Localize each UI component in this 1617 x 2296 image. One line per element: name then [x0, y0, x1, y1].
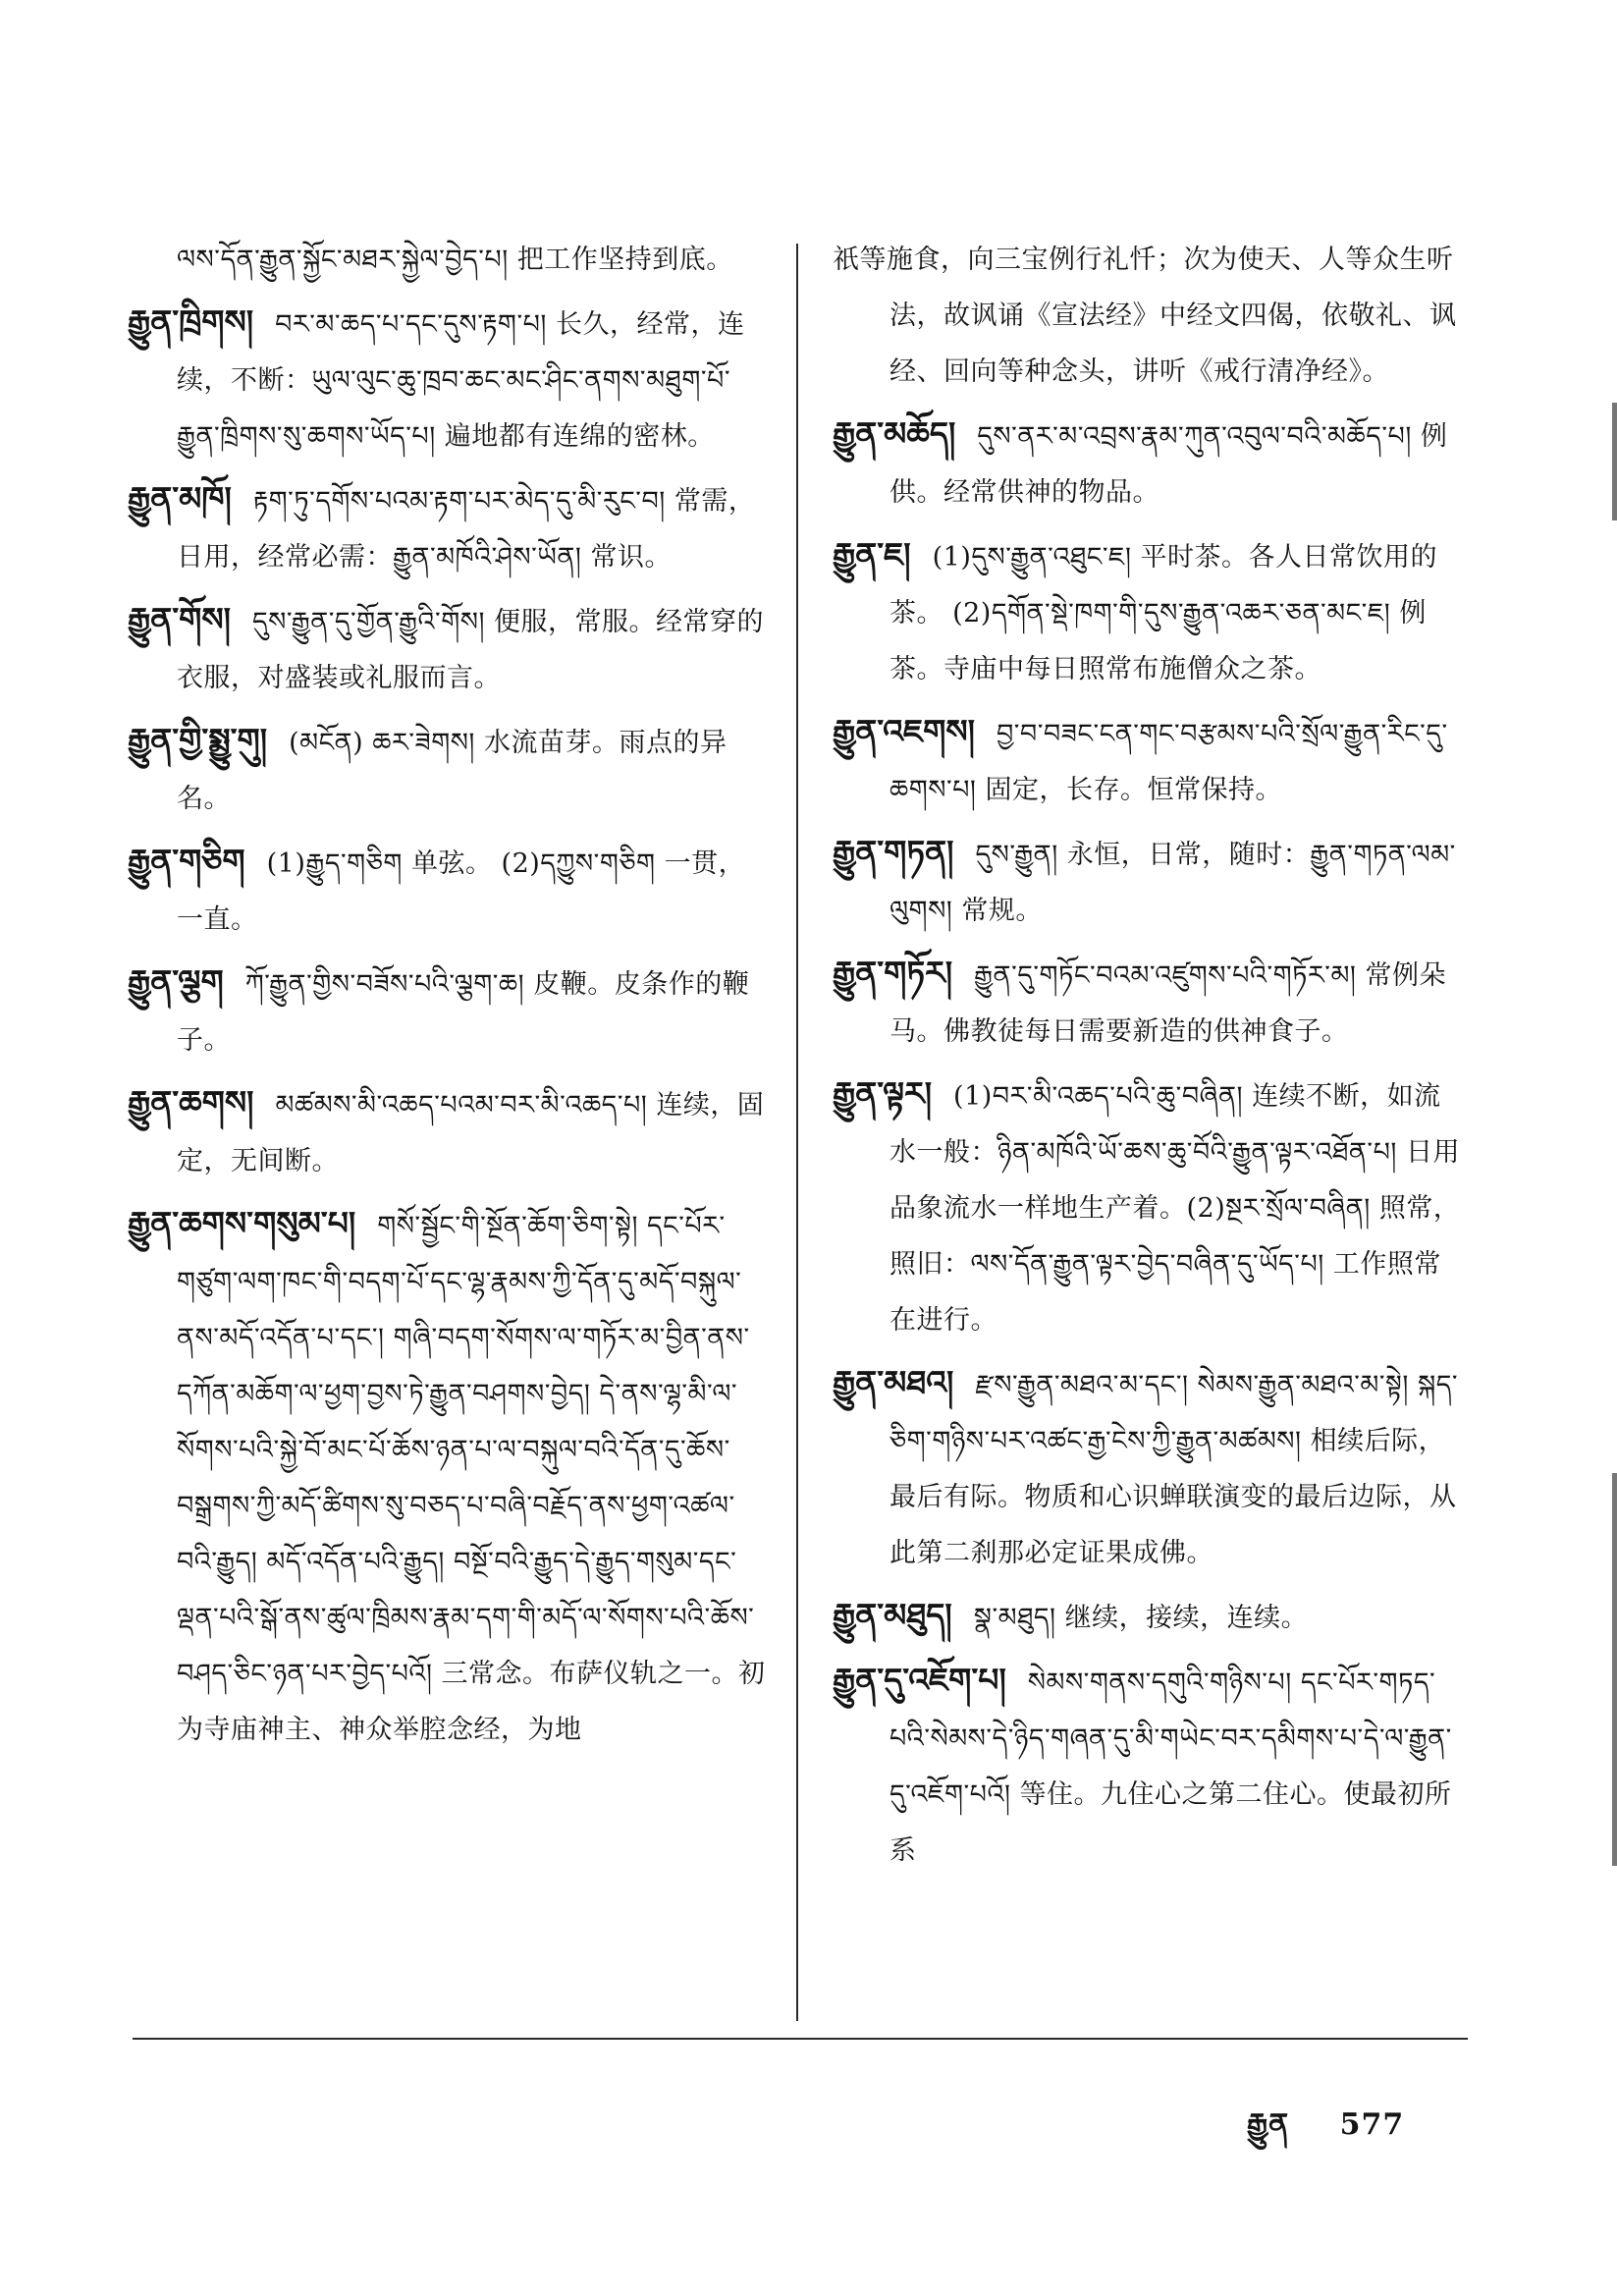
dictionary-entry: [128, 833, 766, 948]
dictionary-entry: [833, 1587, 1466, 1646]
dictionary-entry: [128, 954, 766, 1068]
entry-headword: རྒྱུན་ལྕག: [128, 962, 224, 1001]
page-footer: [1247, 2092, 1404, 2174]
entry-definition: མཚམས་མི་འཆད་པའམ་བར་མི་འཆད་པ། 连续，固定，无间断。: [177, 1090, 765, 1176]
entry-headword: རྒྱུན་ལྟར།: [833, 1074, 933, 1113]
entry-headword: རྒྱུན་ཆགས།: [128, 1083, 254, 1121]
entry-headword: རྒྱུན་གཅིག: [128, 842, 245, 880]
running-head: རྒྱུན: [1247, 2107, 1290, 2142]
dictionary-entry: [833, 1652, 1466, 1879]
entry-definition: བྱ་བ་བཟང་ངན་གང་བརྩམས་པའི་སྲོལ་རྒྱུན་རིང་དུ་ཆགས་པ། 固定，长存。恒常保持。: [889, 719, 1448, 805]
entry-headword: རྒྱུན་གཏན།: [833, 833, 954, 871]
column-divider: [796, 244, 798, 2021]
dictionary-entry: [833, 945, 1466, 1060]
scan-edge-mark: [1612, 1473, 1617, 1866]
dictionary-entry: [833, 1066, 1466, 1348]
dictionary-entry: [128, 294, 766, 465]
entry-definition: བར་མ་ཆད་པ་དང་དུས་རྟག་པ། 长久，经常，连续，不断：ཡུལ་ལུང་ཆུ་ཁྲབ་ཆང་མང་ཤིང་ནགས་མཐུག་པོ་རྒྱུན་ཁྲིགས་སུ་ཆགས་ཡོད་པ། 遍地都有连绵的密林。: [177, 309, 745, 452]
dictionary-entry: [128, 591, 766, 706]
dictionary-entry: [128, 1195, 766, 1758]
entry-definition: དུས་རྒྱུན། 永恒，日常，随时：རྒྱུན་གཏན་ལམ་ལུགས། 常规。: [889, 840, 1456, 926]
entry-definition: (1)བར་མི་འཆད་པའི་ཆུ་བཞིན། 连续不断，如流水一般：ཉིན་མཁོའི་ཡོ་ཆས་ཆུ་བོའི་རྒྱུན་ལྟར་འཐོན་པ། 日用品象流水一样地生产着。(2)སྔར་སྲོལ་བཞིན། 照常，照旧：ལས་དོན་རྒྱུན་ལྟར་བྱེད་བཞིན་དུ་ཡོད་པ། 工作照常在进行。: [889, 1081, 1461, 1336]
entry-headword: རྒྱུན་ཆགས་གསུམ་པ།: [128, 1204, 356, 1242]
dictionary-entry: [128, 712, 766, 827]
dictionary-entry: [833, 824, 1466, 939]
entry-definition: རྟག་ཏུ་དགོས་པའམ་རྟག་པར་མེད་དུ་མི་རུང་བ། 常需，日用，经常必需：རྒྱུན་མཁོའི་ཤེས་ཡོན། 常识。: [177, 486, 756, 573]
page-number: 577: [1339, 2107, 1405, 2142]
dictionary-entry: [128, 1074, 766, 1189]
entry-definition: ལས་དོན་རྒྱུན་སྐྱོང་མཐར་སྐྱེལ་བྱེད་པ། 把工作坚持到底。: [177, 245, 733, 275]
dictionary-entry: [833, 406, 1466, 520]
entry-headword: རྒྱུན་དུ་འཇོག་པ།: [833, 1661, 1006, 1699]
dictionary-entry: [833, 232, 1466, 400]
entry-definition: ཀོ་རྒྱུན་གྱིས་བཟོས་པའི་ལྕག་ཆ། 皮鞭。皮条作的鞭子。: [177, 969, 750, 1056]
entry-headword: རྒྱུན་མཆོད།: [833, 414, 956, 453]
right-column: [833, 232, 1466, 1885]
dictionary-entry: [128, 470, 766, 585]
entry-headword: རྒྱུན་མཐའ།: [833, 1363, 954, 1401]
footer-rule: [133, 2038, 1468, 2040]
entry-headword: རྒྱུན་ཇ།: [833, 535, 911, 574]
entry-headword: རྒྱུན་གོས།: [128, 600, 232, 638]
dictionary-entry: [833, 526, 1466, 697]
entry-headword: རྒྱུན་འཇགས།: [833, 712, 975, 750]
dictionary-entry: [128, 232, 766, 288]
scan-edge-mark: [1612, 403, 1617, 520]
entry-definition: སེམས་གནས་དགུའི་གཉིས་པ། དང་པོར་གཏད་པའི་སེམས་དེ་ཉིད་གཞན་དུ་མི་གཡེང་བར་དམིགས་པ་དེ་ལ་རྒྱུན་དུ་འཇོག་པའོ། 等住。九住心之第二住心。使最初所系: [889, 1667, 1452, 1866]
dictionary-entry: [833, 703, 1466, 818]
entry-definition: གསོ་སྦྱོང་གི་སྔོན་ཆོག་ཅིག་སྟེ། དང་པོར་གཙུག་ལག་ཁང་གི་བདག་པོ་དང་ལྷ་རྣམས་ཀྱི་དོན་དུ་མདོ་བསྐུལ་ནས་མདོ་འདོན་པ་དང་། གཞི་བདག་སོགས་ལ་གཏོར་མ་བྱིན་ནས་དཀོན་མཆོག་ལ་ཕྱག་བྱས་ཏེ་རྒྱུན་བཤགས་བྱེད། དེ་ནས་ལྷ་མི་ལ་སོགས་པའི་སྐྱེ་བོ་མང་པོ་ཆོས་ཉན་པ་ལ་བསྐུལ་བའི་དོན་དུ་ཆོས་བསྒྲགས་ཀྱི་མདོ་ཚིགས་སུ་བཅད་པ་བཞི་བརྗོད་ནས་ཕྱག་འཚལ་བའི་རྒྱུད། མདོ་འདོན་པའི་རྒྱུད། བསྔོ་བའི་རྒྱུད་དེ་རྒྱུད་གསུམ་དང་ལྡན་པའི་སྒོ་ནས་ཚུལ་ཁྲིམས་རྣམ་དག་གི་མདོ་ལ་སོགས་པའི་ཆོས་བཤད་ཅིང་ཉན་པར་བྱེད་པའོ། 三常念。布萨仪轨之一。初为寺庙神主、神众举腔念经，为地: [177, 1211, 766, 1745]
entry-definition: (མངོན) ཆར་ཟེགས། 水流苗芽。雨点的异名。: [177, 728, 728, 814]
entry-definition: སྣ་མཐུད། 继续，接续，连续。: [973, 1603, 1309, 1633]
entry-definition: (1)དུས་རྒྱུན་འཐུང་ཇ། 平时茶。各人日常饮用的茶。 (2)དགོན་སྡེ་ཁག་གི་དུས་རྒྱུན་འཆར་ཅན་མང་ཇ། 例茶。寺庙中每日照常布施僧众之茶。: [889, 542, 1438, 684]
entry-definition: རྒྱུན་དུ་གཏོང་བའམ་འཛུགས་པའི་གཏོར་མ། 常例朵马。佛教徒每日需要新造的供神食子。: [889, 960, 1446, 1047]
left-column: [128, 232, 766, 1764]
entry-headword: རྒྱུན་མཐུད།: [833, 1596, 952, 1634]
entry-definition: རྫས་རྒྱུན་མཐའ་མ་དང་། སེམས་རྒྱུན་མཐའ་མ་སྟེ། སྐད་ཅིག་གཉིས་པར་འཚང་རྒྱ་ངེས་ཀྱི་རྒྱུན་མཚམས། 相续后际，最后有际。物质和心识蝉联演变的最后边际，从此第二刹那必定证果成佛。: [889, 1370, 1459, 1568]
entry-headword: རྒྱུན་ཁྲིགས།: [128, 302, 254, 341]
entry-headword: རྒྱུན་མཁོ།: [128, 479, 232, 518]
entry-headword: རྒྱུན་གཏོར།: [833, 954, 953, 992]
entry-headword: རྒྱུན་གྱི་སྨྱུ་གུ།: [128, 721, 268, 759]
entry-definition: (1)རྒྱུད་གཅིག 单弦。 (2)དཀྱུས་གཅིག 一贯，一直。: [177, 848, 746, 935]
entry-definition: དུས་ནར་མ་འབྲས་རྣམ་ཀུན་འབུལ་བའི་མཆོད་པ། 例供。经常供神的物品。: [889, 421, 1448, 508]
entry-definition: དུས་རྒྱུན་དུ་གྱོན་རྒྱུའི་གོས། 便服，常服。经常穿的衣服，对盛装或礼服而言。: [177, 607, 765, 693]
entry-definition: 祇等施食，向三宝例行礼忏；次为使天、人等众生听法，故讽诵《宣法经》中经文四偈，依敬礼、讽经、回向等种念头，讲听《戒行清净经》。: [833, 245, 1457, 387]
dictionary-entry: [833, 1354, 1466, 1581]
